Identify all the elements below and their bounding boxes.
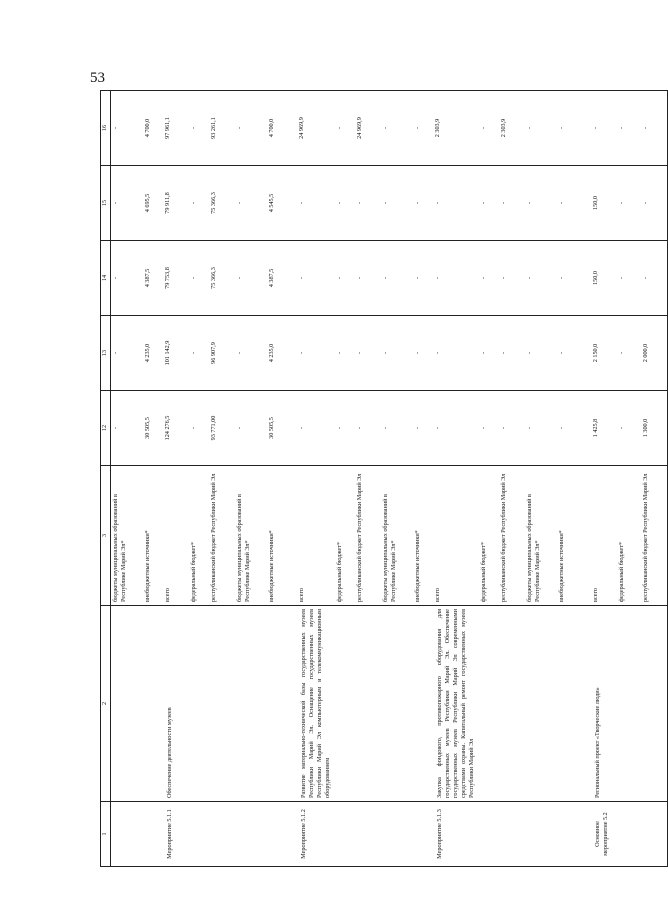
funding-source-cell: внебюджетные источники* <box>267 466 297 606</box>
item-name-cell <box>479 606 499 802</box>
item-name-cell <box>641 606 667 802</box>
value-cell-12: 1 425,8 <box>591 391 617 466</box>
value-cell-14: 75 366,3 <box>209 241 235 316</box>
value-cell-16: - <box>413 91 433 166</box>
item-name-cell <box>143 606 163 802</box>
item-name-cell: Развитие материально-технической базы государственных музеев Республики Марий Эл. Оснащение государственных музеев Республики Марий Эл компьютерным и телекоммуникационным оборудованием <box>297 606 335 802</box>
value-cell-12: - <box>111 391 143 466</box>
table-row <box>209 91 235 867</box>
rotated-table-container <box>100 91 650 867</box>
value-cell-12: - <box>355 391 381 466</box>
value-cell-13: - <box>335 316 355 391</box>
value-cell-12: - <box>479 391 499 466</box>
value-cell-15: - <box>557 166 591 241</box>
value-cell-12: - <box>189 391 209 466</box>
table-row <box>433 91 479 867</box>
value-cell-12: 30 505,5 <box>267 391 297 466</box>
value-cell-14: 4 387,5 <box>143 241 163 316</box>
funding-source-cell: внебюджетные источники* <box>413 466 433 606</box>
value-cell-15: - <box>297 166 335 241</box>
funding-source-cell: всего <box>297 466 335 606</box>
funding-source-cell: федеральный бюджет* <box>189 466 209 606</box>
value-cell-14: 4 387,5 <box>267 241 297 316</box>
item-code-cell <box>381 802 413 867</box>
item-code-cell <box>189 802 209 867</box>
value-cell-14: - <box>381 241 413 316</box>
item-name-cell <box>111 606 143 802</box>
column-header: 14 <box>101 241 111 316</box>
value-cell-13: - <box>297 316 335 391</box>
value-cell-14: - <box>617 241 641 316</box>
value-cell-16: 4 700,0 <box>143 91 163 166</box>
funding-source-cell: внебюджетные источники* <box>557 466 591 606</box>
item-name-cell <box>355 606 381 802</box>
value-cell-13: - <box>355 316 381 391</box>
table-row <box>297 91 335 867</box>
item-code-cell <box>209 802 235 867</box>
value-cell-16: 24 969,9 <box>355 91 381 166</box>
value-cell-15: - <box>617 166 641 241</box>
table-row <box>591 91 617 867</box>
funding-source-cell: федеральный бюджет* <box>335 466 355 606</box>
value-cell-13: - <box>433 316 479 391</box>
value-cell-15: 4 545,5 <box>267 166 297 241</box>
funding-source-cell: федеральный бюджет* <box>479 466 499 606</box>
value-cell-13: - <box>617 316 641 391</box>
value-cell-15: - <box>235 166 267 241</box>
value-cell-13: - <box>499 316 525 391</box>
item-code-cell <box>557 802 591 867</box>
item-code-cell <box>355 802 381 867</box>
value-cell-14: 150,0 <box>591 241 617 316</box>
value-cell-15: - <box>335 166 355 241</box>
funding-source-cell: бюджеты муниципальных образований в Республике Марий Эл* <box>235 466 267 606</box>
value-cell-15: - <box>479 166 499 241</box>
column-header: 3 <box>101 466 111 606</box>
table-row <box>335 91 355 867</box>
value-cell-15: 150,0 <box>591 166 617 241</box>
table-row <box>525 91 557 867</box>
funding-source-cell: республиканский бюджет Республики Марий Эл <box>499 466 525 606</box>
column-header: 15 <box>101 166 111 241</box>
value-cell-16: 24 969,9 <box>297 91 335 166</box>
item-code-cell <box>617 802 641 867</box>
column-header: 12 <box>101 391 111 466</box>
item-name-cell <box>617 606 641 802</box>
table-row <box>163 91 189 867</box>
value-cell-13: 96 907,9 <box>209 316 235 391</box>
item-name-cell <box>335 606 355 802</box>
value-cell-14: - <box>189 241 209 316</box>
table-row <box>235 91 267 867</box>
value-cell-12: - <box>433 391 479 466</box>
funding-source-cell: внебюджетные источники* <box>143 466 163 606</box>
item-code-cell: Основное мероприятие 5.2 <box>591 802 617 867</box>
value-cell-12: - <box>335 391 355 466</box>
value-cell-16: - <box>381 91 413 166</box>
value-cell-16: - <box>235 91 267 166</box>
item-code-cell <box>499 802 525 867</box>
value-cell-13: - <box>557 316 591 391</box>
value-cell-14: - <box>525 241 557 316</box>
value-cell-12: - <box>557 391 591 466</box>
item-code-cell <box>111 802 143 867</box>
item-name-cell: Региональный проект «Творческие люди» <box>591 606 617 802</box>
value-cell-16: 2 303,9 <box>499 91 525 166</box>
value-cell-15: - <box>355 166 381 241</box>
value-cell-15: - <box>433 166 479 241</box>
value-cell-16: 2 303,9 <box>433 91 479 166</box>
table-body <box>111 91 668 867</box>
value-cell-14: - <box>641 241 667 316</box>
funding-source-cell: бюджеты муниципальных образований в Республике Марий Эл* <box>111 466 143 606</box>
value-cell-14: - <box>499 241 525 316</box>
item-name-cell <box>381 606 413 802</box>
funding-source-cell: республиканский бюджет Республики Марий Эл <box>209 466 235 606</box>
value-cell-13: - <box>235 316 267 391</box>
table-row <box>617 91 641 867</box>
value-cell-16: 4 700,0 <box>267 91 297 166</box>
value-cell-13: - <box>479 316 499 391</box>
value-cell-12: - <box>617 391 641 466</box>
value-cell-13: 4 235,0 <box>267 316 297 391</box>
value-cell-14: - <box>479 241 499 316</box>
budget-table <box>100 90 668 867</box>
item-code-cell <box>143 802 163 867</box>
item-code-cell <box>641 802 667 867</box>
value-cell-13: - <box>413 316 433 391</box>
funding-source-cell: республиканский бюджет Республики Марий Эл <box>641 466 667 606</box>
value-cell-12: - <box>499 391 525 466</box>
table-row <box>143 91 163 867</box>
value-cell-16: - <box>335 91 355 166</box>
value-cell-13: 101 142,9 <box>163 316 189 391</box>
table-row <box>641 91 667 867</box>
item-name-cell <box>499 606 525 802</box>
value-cell-14: - <box>433 241 479 316</box>
value-cell-12: - <box>381 391 413 466</box>
value-cell-16: 93 261,1 <box>209 91 235 166</box>
table-row <box>479 91 499 867</box>
funding-source-cell: всего <box>433 466 479 606</box>
funding-source-cell: республиканский бюджет Республики Марий Эл <box>355 466 381 606</box>
table-row <box>499 91 525 867</box>
value-cell-16: - <box>189 91 209 166</box>
value-cell-12: 1 300,0 <box>641 391 667 466</box>
value-cell-14: - <box>413 241 433 316</box>
item-name-cell: Закупка фондового, противопожарного оборудования для государственных музеев Республики Марий Эл. Обеспечение государственных музеев Республики Марий Эл современными средствами охраны. Капитальный ремонт государственных музеев Республики Марий Эл <box>433 606 479 802</box>
column-header: 13 <box>101 316 111 391</box>
value-cell-12: - <box>297 391 335 466</box>
page-number: 53 <box>90 70 105 86</box>
table-row <box>355 91 381 867</box>
funding-source-cell: федеральный бюджет* <box>617 466 641 606</box>
item-code-cell <box>525 802 557 867</box>
funding-source-cell: всего <box>163 466 189 606</box>
table-row <box>413 91 433 867</box>
column-header: 16 <box>101 91 111 166</box>
table-row <box>189 91 209 867</box>
value-cell-14: - <box>235 241 267 316</box>
item-code-cell: Мероприятие 5.1.2 <box>297 802 335 867</box>
value-cell-14: - <box>557 241 591 316</box>
table-row <box>557 91 591 867</box>
value-cell-15: - <box>189 166 209 241</box>
item-code-cell: Мероприятие 5.1.1 <box>163 802 189 867</box>
value-cell-15: - <box>499 166 525 241</box>
table-row <box>381 91 413 867</box>
value-cell-12: - <box>413 391 433 466</box>
value-cell-14: - <box>355 241 381 316</box>
value-cell-16: - <box>641 91 667 166</box>
item-name-cell <box>525 606 557 802</box>
value-cell-15: - <box>413 166 433 241</box>
value-cell-14: - <box>335 241 355 316</box>
item-code-cell: Мероприятие 5.1.3 <box>433 802 479 867</box>
column-header: 1 <box>101 802 111 867</box>
value-cell-15: - <box>381 166 413 241</box>
item-code-cell <box>335 802 355 867</box>
value-cell-16: - <box>617 91 641 166</box>
value-cell-16: - <box>479 91 499 166</box>
value-cell-13: - <box>111 316 143 391</box>
value-cell-13: 4 235,0 <box>143 316 163 391</box>
value-cell-16: 97 961,1 <box>163 91 189 166</box>
table-row <box>267 91 297 867</box>
column-header: 2 <box>101 606 111 802</box>
header-row <box>101 91 111 867</box>
funding-source-cell: всего <box>591 466 617 606</box>
value-cell-13: 2 000,0 <box>641 316 667 391</box>
item-code-cell <box>235 802 267 867</box>
funding-source-cell: бюджеты муниципальных образований в Республике Марий Эл* <box>525 466 557 606</box>
value-cell-16: - <box>111 91 143 166</box>
value-cell-13: - <box>525 316 557 391</box>
value-cell-16: - <box>557 91 591 166</box>
value-cell-16: - <box>591 91 617 166</box>
value-cell-15: 79 911,8 <box>163 166 189 241</box>
value-cell-12: - <box>235 391 267 466</box>
item-name-cell <box>209 606 235 802</box>
value-cell-14: - <box>297 241 335 316</box>
value-cell-15: - <box>525 166 557 241</box>
item-name-cell: Обеспечение деятельности музеев <box>163 606 189 802</box>
value-cell-16: - <box>525 91 557 166</box>
value-cell-15: - <box>641 166 667 241</box>
value-cell-12: 30 505,5 <box>143 391 163 466</box>
value-cell-15: 75 366,3 <box>209 166 235 241</box>
item-name-cell <box>189 606 209 802</box>
value-cell-13: 2 150,0 <box>591 316 617 391</box>
value-cell-15: - <box>111 166 143 241</box>
item-name-cell <box>235 606 267 802</box>
table-row <box>111 91 143 867</box>
item-name-cell <box>413 606 433 802</box>
funding-source-cell: бюджеты муниципальных образований в Республике Марий Эл* <box>381 466 413 606</box>
value-cell-15: 4 695,5 <box>143 166 163 241</box>
item-code-cell <box>479 802 499 867</box>
item-code-cell <box>267 802 297 867</box>
item-code-cell <box>413 802 433 867</box>
value-cell-12: 93 771,00 <box>209 391 235 466</box>
value-cell-13: - <box>381 316 413 391</box>
value-cell-12: 124 276,5 <box>163 391 189 466</box>
value-cell-14: 79 753,8 <box>163 241 189 316</box>
item-name-cell <box>557 606 591 802</box>
item-name-cell <box>267 606 297 802</box>
value-cell-14: - <box>111 241 143 316</box>
value-cell-13: - <box>189 316 209 391</box>
value-cell-12: - <box>525 391 557 466</box>
